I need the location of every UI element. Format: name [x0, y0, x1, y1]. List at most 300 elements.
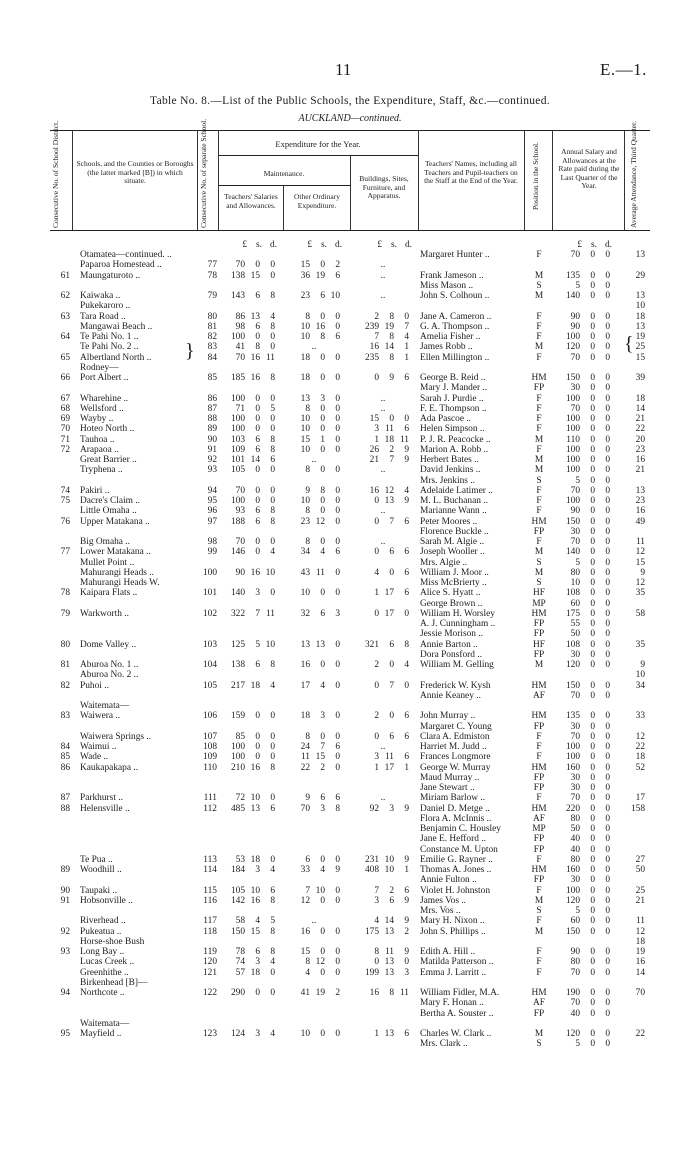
school-name: Aburoa No. 2 ..: [80, 670, 139, 681]
average-attendance: 25: [635, 885, 645, 896]
buildings-value: 0 6 6: [374, 547, 409, 558]
teacher-position: HM: [531, 711, 547, 722]
school-name: Port Albert ..: [80, 373, 129, 383]
teacher-name: Peter Moores ..: [420, 516, 478, 527]
buildings-value: 0 7 6: [374, 516, 409, 527]
school-number: 117: [203, 916, 217, 927]
school-number: 109: [202, 752, 217, 763]
teacher-name: Frank Jameson ..: [420, 270, 484, 281]
district-number: 95: [60, 1029, 70, 1039]
other-expenditure-value: 11 15 0: [300, 752, 340, 763]
school-number: 83: [207, 342, 217, 353]
school-number: 122: [202, 988, 217, 998]
school-name: Otamatea—continued. ..: [80, 250, 172, 260]
buildings-value: 7 8 4: [374, 332, 409, 342]
buildings-value: 408 10 1: [364, 865, 409, 875]
col-divider: [624, 130, 625, 230]
teacher-position: FP: [533, 772, 545, 783]
annual-salary-value: 70 0 0: [570, 998, 610, 1009]
annual-salary-value: 30 0 0: [570, 783, 610, 793]
average-attendance: 34: [635, 680, 645, 691]
teacher-position: F: [536, 506, 542, 517]
teacher-position: F: [536, 731, 542, 742]
school-name: Arapaoa ..: [80, 444, 119, 455]
school-name: Maungaturoto ..: [80, 270, 141, 281]
annual-salary-value: 70 0 0: [570, 352, 610, 363]
other-expenditure-value: 17 4 0: [300, 680, 340, 691]
col-divider: [418, 130, 419, 230]
salaries-value: 142 16 8: [230, 895, 275, 906]
district-number: 90: [60, 885, 70, 896]
school-name: Lucas Creek ..: [80, 957, 135, 968]
school-number: 116: [203, 895, 217, 906]
school-number: 79: [207, 291, 217, 301]
average-attendance: 17: [635, 793, 645, 804]
annual-salary-value: 30 0 0: [570, 772, 610, 783]
school-number: 90: [207, 434, 217, 445]
teacher-position: AF: [533, 998, 545, 1009]
salaries-value: 57 18 0: [235, 967, 275, 978]
average-attendance: 13: [635, 250, 645, 260]
district-number: 83: [60, 711, 70, 722]
teacher-position: F: [536, 444, 542, 455]
teacher-position: S: [536, 1039, 542, 1050]
annual-salary-value: 80 0 0: [570, 957, 610, 968]
district-number: 93: [60, 947, 70, 957]
buildings-value: 2 0 4: [374, 660, 409, 670]
salaries-value: 100 0 0: [230, 414, 275, 424]
annual-salary-value: 70 0 0: [570, 403, 610, 414]
school-number: 108: [202, 742, 217, 752]
average-attendance: 22: [635, 424, 645, 435]
school-name: Northcote ..: [80, 988, 125, 998]
salaries-value: 138 6 8: [230, 660, 275, 670]
teacher-name: Miss McBrierty ..: [420, 578, 487, 588]
school-number: 80: [207, 311, 217, 322]
buildings-value: 4 0 6: [374, 567, 409, 578]
school-name: Mahurangi Heads ..: [80, 567, 154, 578]
teacher-position: HM: [531, 865, 547, 875]
school-name: Kaukapakapa ..: [80, 762, 139, 773]
salaries-value: 100 0 0: [230, 496, 275, 506]
salaries-value: 188 6 8: [230, 516, 275, 527]
teacher-position: S: [536, 557, 542, 568]
school-name: Rodney—: [80, 362, 119, 373]
average-attendance: 16: [635, 506, 645, 517]
average-attendance: 10: [635, 301, 645, 312]
district-number: 86: [60, 762, 70, 773]
salaries-value: 185 16 8: [230, 373, 275, 383]
school-number: 112: [203, 803, 217, 814]
col-divider: [350, 155, 351, 230]
buildings-value: 3 6 9: [374, 895, 409, 906]
teacher-position: MP: [532, 824, 546, 834]
school-name: Waitemata—: [80, 1018, 130, 1029]
salaries-value: 322 7 11: [230, 608, 275, 619]
average-attendance: 23: [635, 444, 645, 455]
salaries-value: 100 0 0: [230, 393, 275, 404]
teacher-name: George B. Reid ..: [420, 373, 486, 383]
school-number: 97: [207, 516, 217, 527]
teacher-position: HM: [531, 988, 547, 998]
teacher-name: Daniel D. Metge ..: [420, 803, 490, 814]
salaries-value: 138 15 0: [230, 270, 275, 281]
annual-salary-value: 30 0 0: [570, 649, 610, 660]
average-attendance: 39: [635, 373, 645, 383]
other-expenditure-value: 41 19 2: [300, 988, 340, 998]
annual-salary-value: 30 0 0: [570, 721, 610, 732]
table-subtitle: AUCKLAND—continued.: [298, 113, 402, 124]
annual-salary-value: 80 0 0: [570, 813, 610, 824]
school-name: Big Omaha ..: [80, 537, 130, 547]
teacher-position: S: [536, 475, 542, 486]
district-number: 87: [60, 793, 70, 804]
column-header-salaries: Teachers' Salaries and Allowances.: [224, 192, 278, 210]
other-expenditure-value: ..: [311, 455, 317, 465]
average-attendance: 10: [635, 670, 645, 681]
other-expenditure-value: 15 1 0: [300, 434, 340, 445]
annual-salary-value: 30 0 0: [570, 383, 610, 394]
annual-salary-value: 140 0 0: [565, 547, 610, 558]
teacher-name: G. A. Thompson ..: [420, 321, 490, 332]
teacher-name: Joseph Wooller ..: [420, 547, 485, 558]
buildings-value: ..: [380, 260, 386, 271]
buildings-value: 231 10 9: [364, 854, 409, 865]
teacher-name: Mary H. Nixon ..: [420, 916, 485, 927]
header-bottom-rule: [50, 230, 650, 231]
annual-salary-value: 120 0 0: [565, 342, 610, 353]
other-expenditure-value: 8 0 0: [305, 731, 340, 742]
annual-salary-value: 55 0 0: [570, 619, 610, 629]
buildings-value: 2 8 0: [374, 311, 409, 322]
school-name: Birkenhead [B]—: [80, 977, 148, 988]
teacher-position: M: [534, 567, 544, 578]
salaries-value: 217 18 4: [230, 680, 275, 691]
buildings-value: 239 19 7: [364, 321, 409, 332]
school-name: Paparoa Homestead ..: [80, 260, 162, 271]
teacher-name: David Jenkins ..: [420, 465, 481, 476]
other-expenditure-value: 9 6 6: [305, 793, 340, 804]
school-name: Waiwera ..: [80, 711, 121, 722]
buildings-value: ..: [380, 291, 386, 301]
teacher-position: F: [536, 957, 542, 968]
district-number: 64: [60, 332, 70, 342]
district-number: 84: [60, 742, 70, 752]
other-expenditure-value: 10 0 0: [300, 1029, 340, 1039]
col-divider: [197, 130, 198, 230]
teacher-position: FP: [533, 1008, 545, 1019]
school-name: Horse-shoe Bush: [80, 936, 145, 947]
other-expenditure-value: 33 4 9: [300, 865, 340, 875]
other-expenditure-value: 6 0 0: [305, 854, 340, 865]
other-expenditure-value: 18 3 0: [300, 711, 340, 722]
district-number: 78: [60, 588, 70, 599]
teacher-position: F: [536, 393, 542, 404]
teacher-name: Edith A. Hill ..: [420, 947, 476, 957]
salaries-value: 100 0 0: [230, 424, 275, 435]
other-expenditure-value: 15 0 0: [300, 947, 340, 957]
school-name: Mangawai Beach ..: [80, 321, 153, 332]
school-number: 99: [207, 547, 217, 558]
teacher-name: George Brown ..: [420, 598, 483, 609]
other-expenditure-value: 7 10 0: [305, 885, 340, 896]
school-name: Pukekaroro ..: [80, 301, 131, 312]
teacher-position: F: [536, 332, 542, 342]
other-expenditure-value: 9 8 0: [305, 485, 340, 496]
other-expenditure-value: 10 8 6: [300, 332, 340, 342]
salaries-value: 146 0 4: [230, 547, 275, 558]
annual-salary-value: 30 0 0: [570, 875, 610, 886]
district-number: 68: [60, 403, 70, 414]
teacher-name: Annie Fulton ..: [420, 875, 477, 886]
teacher-position: FP: [533, 629, 545, 640]
school-name: Hobsonville ..: [80, 895, 133, 906]
average-attendance: 29: [635, 270, 645, 281]
average-attendance: 13: [635, 485, 645, 496]
salaries-value: 159 0 0: [230, 711, 275, 722]
school-number: 104: [202, 660, 217, 670]
school-number: 103: [202, 639, 217, 650]
school-number: 96: [207, 506, 217, 517]
teacher-position: FP: [533, 875, 545, 886]
salaries-value: 290 0 0: [230, 988, 275, 998]
buildings-value: 1 13 6: [374, 1029, 409, 1039]
average-attendance: 25: [635, 342, 645, 353]
school-number: 78: [207, 270, 217, 281]
buildings-value: 0 13 0: [374, 957, 409, 968]
average-attendance: 18: [635, 936, 645, 947]
school-name: Tryphena ..: [80, 465, 123, 476]
other-expenditure-value: 43 11 0: [300, 567, 340, 578]
teacher-name: Marion A. Robb ..: [420, 444, 489, 455]
teacher-name: Miriam Barlow ..: [420, 793, 486, 804]
average-attendance: 12: [635, 731, 645, 742]
school-number: 115: [203, 885, 217, 896]
annual-salary-value: 108 0 0: [565, 639, 610, 650]
average-attendance: 16: [635, 455, 645, 465]
salaries-value: 100 0 0: [230, 332, 275, 342]
salaries-value: 100 0 0: [230, 752, 275, 763]
buildings-value: 0 7 0: [374, 680, 409, 691]
other-expenditure-value: 4 0 0: [305, 967, 340, 978]
salaries-value: 124 3 4: [230, 1029, 275, 1039]
average-attendance: 15: [635, 557, 645, 568]
teacher-name: Jessie Morison ..: [420, 629, 484, 640]
salaries-value: 78 6 8: [235, 947, 275, 957]
average-attendance: 58: [635, 608, 645, 619]
school-name: Te Pahi No. 1 ..: [80, 332, 139, 342]
teacher-position: AF: [533, 690, 545, 701]
annual-salary-value: 70 0 0: [570, 690, 610, 701]
teacher-position: F: [536, 885, 542, 896]
annual-salary-value: 140 0 0: [565, 291, 610, 301]
teacher-position: M: [534, 455, 544, 465]
school-name: Waitemata—: [80, 701, 130, 711]
teacher-name: Herbert Bates ..: [420, 455, 479, 465]
school-name: Upper Matakana ..: [80, 516, 150, 527]
teacher-position: F: [536, 947, 542, 957]
column-header-district-no: Consecutive No. of School District.: [51, 120, 60, 228]
school-name: Woodhill ..: [80, 865, 122, 875]
other-expenditure-value: 15 0 2: [300, 260, 340, 271]
school-name: Helensville ..: [80, 803, 130, 814]
teacher-position: S: [536, 280, 542, 291]
teacher-name: Emma J. Larritt ..: [420, 967, 487, 978]
district-number: 75: [60, 496, 70, 506]
annual-salary-value: 60 0 0: [570, 598, 610, 609]
teacher-name: Mrs. Algie ..: [420, 557, 468, 568]
teacher-position: M: [534, 342, 544, 353]
teacher-name: Frederick W. Kysh: [420, 680, 491, 691]
teacher-name: Maud Murray ..: [420, 772, 480, 783]
average-attendance: 18: [635, 311, 645, 322]
other-expenditure-value: 8 12 0: [305, 957, 340, 968]
annual-salary-value: 70 0 0: [570, 967, 610, 978]
district-number: 80: [60, 639, 70, 650]
other-expenditure-value: 32 6 3: [300, 608, 340, 619]
annual-salary-value: 40 0 0: [570, 844, 610, 855]
annual-salary-value: 70 0 0: [570, 731, 610, 742]
other-expenditure-value: 10 0 0: [300, 424, 340, 435]
teacher-position: FP: [533, 649, 545, 660]
teacher-name: Mrs. Clark ..: [420, 1039, 468, 1050]
header-top-rule: [50, 130, 650, 131]
teacher-position: F: [536, 403, 542, 414]
average-attendance: 18: [635, 752, 645, 763]
buildings-value: 1 18 11: [374, 434, 409, 445]
teacher-name: Jane A. Cameron ..: [420, 311, 492, 322]
other-expenditure-value: ..: [311, 916, 317, 927]
school-name: Wellsford ..: [80, 403, 124, 414]
teacher-name: Miss Mason ..: [420, 280, 474, 291]
district-number: 79: [60, 608, 70, 619]
salaries-value: 485 13 6: [230, 803, 275, 814]
teacher-position: F: [536, 854, 542, 865]
average-attendance: 52: [635, 762, 645, 773]
other-expenditure-value: 36 19 6: [300, 270, 340, 281]
annual-salary-value: 100 0 0: [565, 455, 610, 465]
buildings-value: 2 0 6: [374, 711, 409, 722]
school-number: 105: [202, 680, 217, 691]
brace: }: [185, 340, 195, 362]
district-number: 85: [60, 752, 70, 763]
school-number: 107: [202, 731, 217, 742]
district-number: 62: [60, 291, 70, 301]
teacher-name: Thomas A. Jones ..: [420, 865, 492, 875]
average-attendance: 21: [635, 895, 645, 906]
average-attendance: 12: [635, 926, 645, 937]
annual-salary-value: 150 0 0: [565, 373, 610, 383]
school-number: 110: [203, 762, 217, 773]
salaries-value: 210 16 8: [230, 762, 275, 773]
teacher-position: F: [536, 742, 542, 752]
col-divider: [72, 130, 73, 230]
col-divider: [283, 185, 284, 230]
column-header-teachers: Teachers' Names, including all Teachers and Pupil-teachers on the Staff at the End of the Year.: [424, 159, 518, 185]
district-number: 82: [60, 680, 70, 691]
teacher-name: Margaret C. Young: [420, 721, 492, 732]
annual-salary-value: 120 0 0: [565, 895, 610, 906]
other-expenditure-value: 10 0 0: [300, 444, 340, 455]
teacher-position: M: [534, 270, 544, 281]
school-name: Riverhead ..: [80, 916, 126, 927]
salaries-value: 58 4 5: [235, 916, 275, 927]
teacher-position: FP: [533, 619, 545, 629]
annual-salary-value: 160 0 0: [565, 865, 610, 875]
other-expenditure-value: 23 12 0: [300, 516, 340, 527]
average-attendance: 12: [635, 547, 645, 558]
buildings-value: 0 17 0: [374, 608, 409, 619]
school-name: Dacre's Claim ..: [80, 496, 141, 506]
average-attendance: 9: [640, 567, 645, 578]
currency-pound: £: [307, 240, 312, 250]
annual-salary-value: 100 0 0: [565, 885, 610, 896]
salaries-value: 100 0 0: [230, 742, 275, 752]
annual-salary-value: 10 0 0: [570, 578, 610, 588]
annual-salary-value: 40 0 0: [570, 834, 610, 845]
district-number: 81: [60, 660, 70, 670]
teacher-name: William M. Gelling: [420, 660, 494, 670]
buildings-value: ..: [380, 270, 386, 281]
column-header-maintenance: Maintenance.: [263, 169, 305, 178]
teacher-position: F: [536, 967, 542, 978]
school-number: 77: [207, 260, 217, 271]
maintenance-rule: [218, 185, 350, 186]
teacher-name: Constance M. Upton: [420, 844, 498, 855]
average-attendance: 13: [635, 321, 645, 332]
annual-salary-value: 100 0 0: [565, 496, 610, 506]
school-number: 84: [207, 352, 217, 363]
currency-pence: d.: [604, 240, 612, 250]
school-name: Kaiwaka ..: [80, 291, 121, 301]
school-name: Tauhoa ..: [80, 434, 115, 445]
school-number: 91: [207, 444, 217, 455]
other-expenditure-value: 13 3 0: [300, 393, 340, 404]
average-attendance: 22: [635, 742, 645, 752]
school-number: 85: [207, 373, 217, 383]
teacher-position: M: [534, 660, 544, 670]
school-name: Te Pua ..: [80, 854, 113, 865]
annual-salary-value: 100 0 0: [565, 424, 610, 435]
teacher-name: Mary J. Mander ..: [420, 383, 488, 394]
other-expenditure-value: 18 0 0: [300, 373, 340, 383]
teacher-name: Charles W. Clark ..: [420, 1029, 492, 1039]
other-expenditure-value: 22 2 0: [300, 762, 340, 773]
buildings-value: 15 0 0: [369, 414, 409, 424]
district-number: 77: [60, 547, 70, 558]
teacher-name: George W. Murray: [420, 762, 491, 773]
teacher-position: M: [534, 547, 544, 558]
annual-salary-value: 100 0 0: [565, 414, 610, 424]
annual-salary-value: 100 0 0: [565, 465, 610, 476]
teacher-name: M. L. Buchanan ..: [420, 496, 488, 506]
teacher-name: Ada Pascoe ..: [420, 414, 472, 424]
school-number: 82: [207, 332, 217, 342]
annual-salary-value: 5 0 0: [575, 1039, 610, 1050]
school-number: 98: [207, 537, 217, 547]
annual-salary-value: 80 0 0: [570, 854, 610, 865]
salaries-value: 105 0 0: [230, 465, 275, 476]
annual-salary-value: 50 0 0: [570, 629, 610, 640]
teacher-name: F. E. Thompson ..: [420, 403, 487, 414]
annual-salary-value: 135 0 0: [565, 711, 610, 722]
average-attendance: 20: [635, 434, 645, 445]
salaries-value: 72 10 0: [235, 793, 275, 804]
teacher-name: William H. Worsley: [420, 608, 495, 619]
salaries-value: 70 16 11: [235, 352, 275, 363]
salaries-value: 184 3 4: [230, 865, 275, 875]
average-attendance: 21: [635, 414, 645, 424]
